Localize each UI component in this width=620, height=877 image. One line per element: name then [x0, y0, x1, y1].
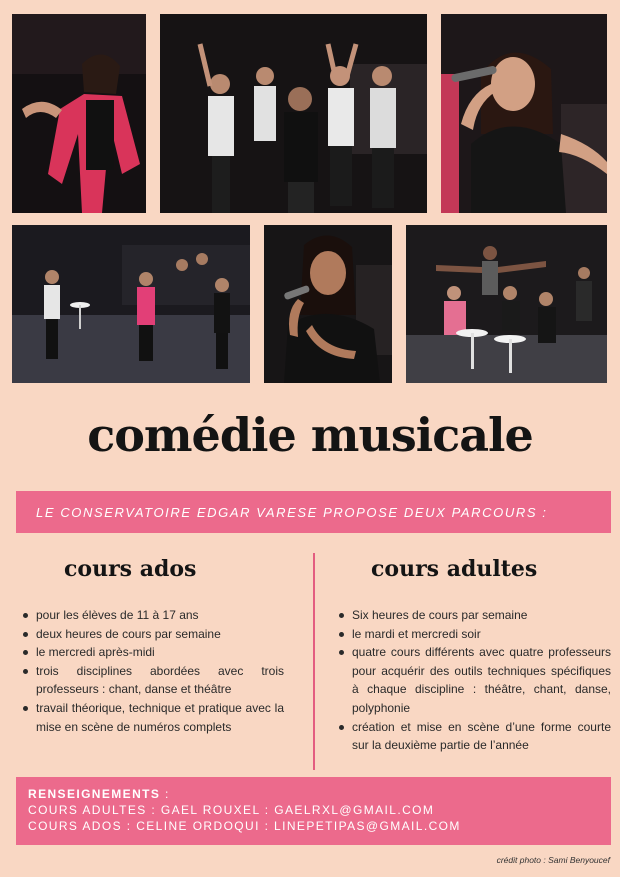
adultes-column-title: cours adultes: [371, 556, 538, 582]
photo-cabaret-scene: [406, 225, 607, 383]
list-item: trois disciplines abordées avec trois professeurs : chant, danse et théâtre: [21, 662, 284, 699]
info-contact-adultes: COURS ADULTES : GAEL ROUXEL : GAELRXL@GMAIL.COM: [28, 803, 435, 817]
list-item: Six heures de cours par semaine: [337, 606, 611, 625]
info-heading: RENSEIGNEMENTS: [28, 787, 161, 801]
performer-photo-icon: [160, 14, 427, 213]
performer-photo-icon: [264, 225, 392, 383]
list-item: le mardi et mercredi soir: [337, 625, 611, 644]
list-item: pour les élèves de 11 à 17 ans: [21, 606, 284, 625]
list-item: création et mise en scène d’une forme courte sur la deuxième partie de l’année: [337, 718, 611, 755]
photo-dancer-pink-jacket: [12, 14, 146, 213]
photo-stage-ensemble: [12, 225, 250, 383]
intro-banner-text: LE CONSERVATOIRE EDGAR VARESE PROPOSE DEUX PARCOURS :: [36, 504, 548, 520]
performer-photo-icon: [12, 225, 250, 383]
list-item: deux heures de cours par semaine: [21, 625, 284, 644]
adultes-list: [337, 606, 611, 755]
info-heading-suffix: :: [160, 787, 170, 801]
photo-singer-microphone: [441, 14, 607, 213]
list-item: quatre cours différents avec quatre professeurs pour acquérir des outils techniques spécifiques à chaque discipline : théâtre, chant, danse, polyphonie: [337, 643, 611, 717]
performer-photo-icon: [441, 14, 607, 213]
info-contact-ados: COURS ADOS : CELINE ORDOQUI : LINEPETIPAS@GMAIL.COM: [28, 819, 461, 833]
ados-column-title: cours ados: [64, 556, 197, 582]
page-title: comédie musicale: [87, 408, 533, 462]
ados-list: [21, 606, 284, 736]
performer-photo-icon: [406, 225, 607, 383]
intro-banner: [16, 491, 611, 533]
list-item: le mercredi après-midi: [21, 643, 284, 662]
photo-singer-solo: [264, 225, 392, 383]
photo-group-dance: [160, 14, 427, 213]
info-heading-line: [28, 786, 611, 802]
list-item: travail théorique, technique et pratique avec la mise en scène de numéros complets: [21, 699, 284, 736]
photo-credit: crédit photo : Sami Benyoucef: [496, 855, 610, 865]
info-box: [16, 777, 611, 845]
column-divider: [313, 553, 315, 770]
performer-photo-icon: [12, 14, 146, 213]
